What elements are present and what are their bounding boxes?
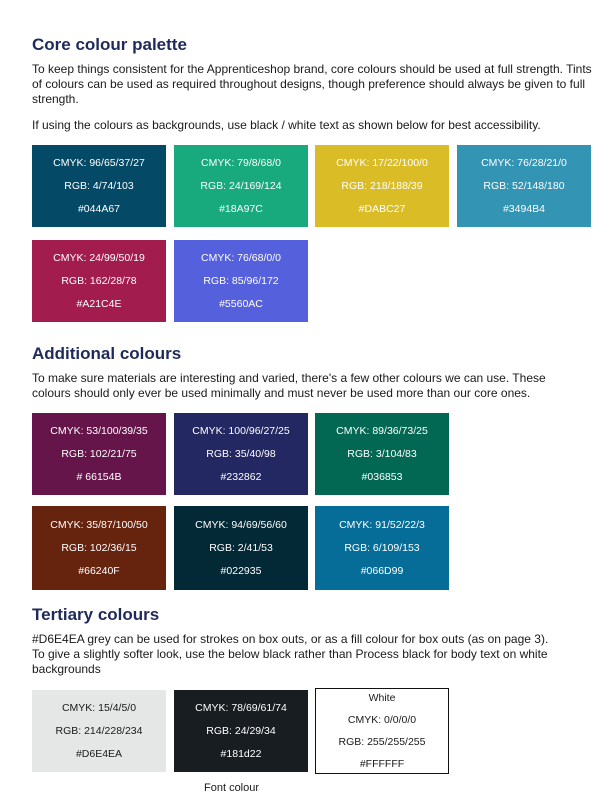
swatch-rgb: RGB: 52/148/180	[483, 179, 565, 192]
swatch-rgb: RGB: 24/169/124	[200, 179, 282, 192]
swatch-cmyk: CMYK: 15/4/5/0	[61, 701, 137, 714]
swatch-hex: #FFFFFF	[359, 758, 405, 770]
additional-swatch-1	[32, 413, 166, 495]
swatch-rgb: RGB: 3/104/83	[347, 447, 417, 460]
core-palette-title: Core colour palette	[32, 35, 187, 54]
swatch-cmyk: CMYK: 94/69/56/60	[195, 518, 287, 531]
swatch-cmyk: CMYK: 79/8/68/0	[201, 156, 281, 169]
core-swatch-1	[32, 145, 166, 227]
swatch-hex: #66240F	[78, 564, 120, 577]
tertiary-swatch-white	[315, 688, 449, 774]
swatch-cmyk: CMYK: 76/28/21/0	[481, 156, 567, 169]
additional-swatch-4	[32, 506, 166, 590]
swatch-cmyk: CMYK: 78/69/61/74	[195, 701, 287, 714]
swatch-rgb: RGB: 162/28/78	[61, 274, 137, 287]
swatch-rgb: RGB: 218/188/39	[341, 179, 423, 192]
swatch-hex: #044A67	[77, 202, 121, 215]
swatch-rgb: RGB: 6/109/153	[344, 541, 420, 554]
additional-colours-paragraph: To make sure materials are interesting and varied, there's a few other colours we can use. These colours should only ever be used minimally and must never be used more than our core ones.	[32, 371, 546, 400]
swatch-rgb: RGB: 85/96/172	[203, 274, 279, 287]
swatch-rgb: RGB: 102/36/15	[61, 541, 137, 554]
swatch-hex: #D6E4EA	[75, 747, 123, 760]
tertiary-colours-title: Tertiary colours	[32, 605, 160, 624]
swatch-rgb: RGB: 35/40/98	[206, 447, 276, 460]
tertiary-swatch-grey	[32, 690, 166, 772]
swatch-rgb: RGB: 102/21/75	[61, 447, 137, 460]
swatch-hex: #5560AC	[219, 297, 263, 310]
swatch-rgb: RGB: 2/41/53	[209, 541, 273, 554]
swatch-hex: #DABC27	[358, 202, 406, 215]
swatch-cmyk: CMYK: 76/68/0/0	[201, 251, 281, 264]
tertiary-swatch-black	[174, 690, 308, 772]
swatch-hex: #181d22	[220, 747, 262, 760]
swatch-hex: #066D99	[360, 564, 404, 577]
swatch-rgb: RGB: 24/29/34	[206, 724, 276, 737]
swatch-cmyk: CMYK: 0/0/0/0	[347, 714, 417, 726]
swatch-hex: #036853	[361, 470, 403, 483]
swatch-hex: #18A97C	[219, 202, 263, 215]
additional-swatch-5	[174, 506, 308, 590]
swatch-rgb: RGB: 4/74/103	[64, 179, 134, 192]
core-swatch-5	[32, 240, 166, 322]
swatch-rgb: RGB: 214/228/234	[55, 724, 143, 737]
swatch-name: White	[368, 692, 396, 704]
swatch-cmyk: CMYK: 89/36/73/25	[336, 424, 428, 437]
swatch-cmyk: CMYK: 24/99/50/19	[53, 251, 145, 264]
font-colour-caption: Font colour	[204, 782, 260, 794]
swatch-hex: #022935	[220, 564, 262, 577]
swatch-rgb: RGB: 255/255/255	[338, 736, 426, 748]
tertiary-colours-paragraph: #D6E4EA grey can be used for strokes on box outs, or as a fill colour for box outs (as on page 3). To give a slightly softer look, use the below black rather than Process black for body text on white backgrounds	[32, 632, 549, 676]
additional-swatch-3	[315, 413, 449, 495]
swatch-cmyk: CMYK: 100/96/27/25	[192, 424, 290, 437]
swatch-hex: #A21C4E	[76, 297, 122, 310]
swatch-cmyk: CMYK: 96/65/37/27	[53, 156, 145, 169]
core-swatch-6	[174, 240, 308, 322]
additional-colours-title: Additional colours	[32, 344, 182, 363]
core-swatch-2	[174, 145, 308, 227]
core-accessibility-note: If using the colours as backgrounds, use black / white text as shown below for best accessibility.	[32, 118, 541, 132]
swatch-hex: #3494B4	[502, 202, 546, 215]
core-swatch-3	[315, 145, 449, 227]
swatch-cmyk: CMYK: 53/100/39/35	[50, 424, 148, 437]
swatch-cmyk: CMYK: 91/52/22/3	[339, 518, 425, 531]
additional-swatch-2	[174, 413, 308, 495]
swatch-cmyk: CMYK: 17/22/100/0	[336, 156, 428, 169]
swatch-hex: # 66154B	[76, 470, 122, 483]
swatch-cmyk: CMYK: 35/87/100/50	[50, 518, 148, 531]
core-intro-paragraph: To keep things consistent for the Apprenticeshop brand, core colours should be used at full strength. Tints of colours can be used as required throughout designs, though preference should always be given to full strength.	[32, 62, 592, 106]
additional-swatch-6	[315, 506, 449, 590]
swatch-hex: #232862	[220, 470, 262, 483]
core-swatch-4	[457, 145, 591, 227]
